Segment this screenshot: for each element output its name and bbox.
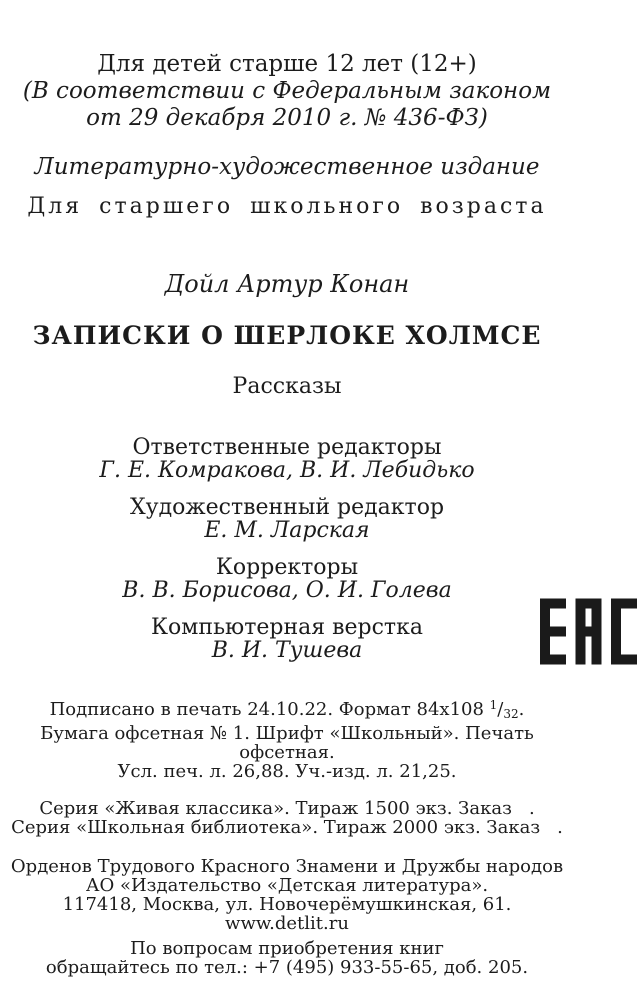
format-fraction-slash: / — [497, 699, 504, 720]
staff-names: В. В. Борисова, О. И. Голева — [122, 578, 452, 603]
staff-credits — [0, 436, 574, 662]
staff-role: Корректоры — [215, 555, 359, 580]
publisher-address-line: 117418, Москва, ул. Новочерёмушкинская, 61. — [62, 894, 512, 915]
edition-type: Литературно-художественное издание — [34, 154, 540, 180]
federal-law-line-2: от 29 декабря 2010 г. № 436-ФЗ) — [86, 105, 488, 131]
publisher-name-line: АО «Издательство «Детская литература». — [85, 875, 489, 896]
publisher-block — [0, 857, 574, 933]
print-info-line-2: Бумага офсетная № 1. Шрифт «Школьный». Печать офсетная. — [40, 723, 534, 763]
publisher-awards-line: Орденов Трудового Красного Знамени и Дружбы народов — [10, 856, 564, 877]
book-title: ЗАПИСКИ О ШЕРЛОКЕ ХОЛМСЕ — [32, 321, 542, 350]
staff-section-art-editor — [0, 496, 574, 542]
print-info-line-1: Подписано в печать 24.10.22. Формат 84х108 $^1/_{32}$. — [49, 698, 525, 721]
print-info-block — [0, 696, 574, 781]
format-fraction-denominator: 32 — [503, 707, 519, 721]
author-name: Дойл Артур Конан — [164, 270, 410, 298]
series-line-2: Серия «Школьная библиотека». Тираж 2000 экз. Заказ . — [11, 817, 563, 838]
print-info-line-3: Усл. печ. л. 26,88. Уч.-изд. л. 21,25. — [117, 761, 457, 782]
staff-role: Компьютерная верстка — [151, 615, 423, 640]
eac-conformity-mark — [540, 598, 637, 665]
series-block — [0, 799, 574, 837]
staff-section-proofreaders — [0, 556, 574, 602]
staff-role: Художественный редактор — [129, 495, 445, 520]
audience-line: Для старшего школьного возраста — [27, 194, 547, 219]
publisher-website: www.detlit.ru — [225, 913, 349, 934]
age-rating-notice — [0, 51, 574, 132]
format-fraction-numerator: 1 — [489, 698, 498, 712]
staff-section-typesetting — [0, 616, 574, 662]
staff-section-editors — [0, 436, 574, 482]
contact-line-2: обращайтесь по тел.: +7 (495) 933-55-65, доб. 205. — [45, 957, 529, 978]
staff-role: Ответственные редакторы — [132, 435, 442, 460]
age-rating-line: Для детей старше 12 лет (12+) — [97, 51, 477, 77]
federal-law-line-1: (В соответствии с Федеральным законом — [22, 78, 552, 104]
staff-names: Е. М. Ларская — [204, 518, 370, 543]
series-line-1: Серия «Живая классика». Тираж 1500 экз. Заказ . — [39, 798, 535, 819]
contact-line-1: По вопросам приобретения книг — [130, 938, 444, 959]
contact-block — [0, 939, 574, 977]
book-subtitle: Рассказы — [232, 374, 342, 399]
staff-names: Г. Е. Комракова, В. И. Лебидько — [99, 458, 475, 483]
staff-names: В. И. Тушева — [211, 638, 363, 663]
eac-icon — [540, 598, 637, 665]
